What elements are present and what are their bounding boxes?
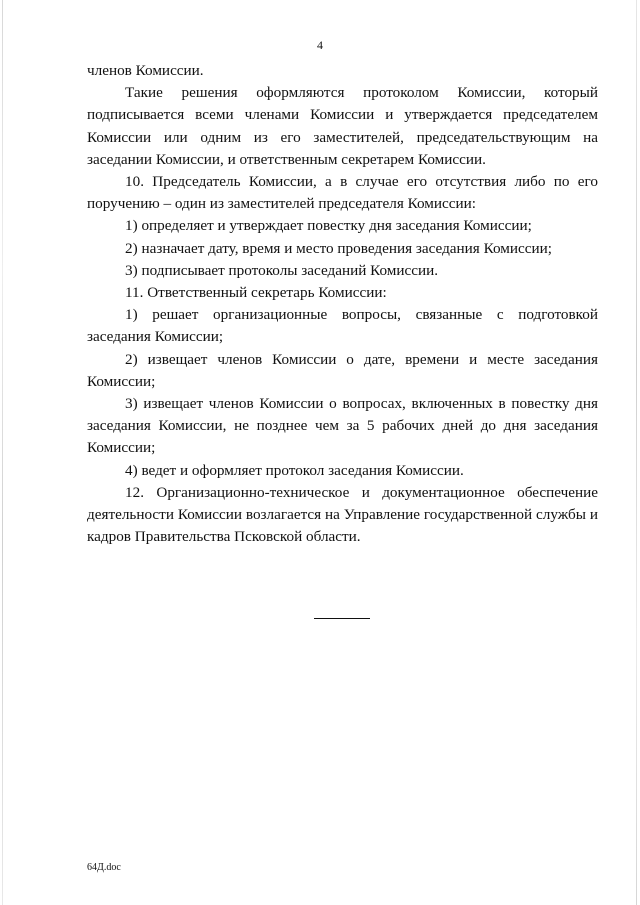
paragraph-11-secretary: 11. Ответственный секретарь Комиссии: [125,284,387,302]
paragraph-12-support: 12. Организационно-техническое и документационное обеспечение деятельности Комиссии возлагается на Управление государственной службы и кадров Правительства Псковской области. [87,483,598,546]
scan-edge-left [2,0,3,905]
paragraph-10-item-3: 3) подписывает протоколы заседаний Комиссии. [125,261,439,279]
paragraph-10-item-2: 2) назначает дату, время и место проведения заседания Комиссии; [125,239,552,257]
page-number: 4 [317,38,323,52]
scan-edge-right [636,0,637,905]
paragraph-11-item-1: 1) решает организационные вопросы, связанные с подготовкой заседания Комиссии; [87,306,598,346]
document-body [87,60,598,548]
paragraph-11-item-4: 4) ведет и оформляет протокол заседания Комиссии. [125,461,464,479]
paragraph-10-item-1: 1) определяет и утверждает повестку дня заседания Комиссии; [125,217,532,235]
footer-filename: 64Д.doc [87,862,121,873]
paragraph-decisions: Такие решения оформляются протоколом Комиссии, который подписывается всеми членами Комиссии и утверждается председателем Комиссии или одним из его заместителей, председательствующим на заседании Комиссии, и ответственным секретарем Комиссии. [87,84,598,168]
closing-divider [314,618,370,619]
paragraph-11-item-3: 3) извещает членов Комиссии о вопросах, включенных в повестку дня заседания Комиссии, не позднее чем за 5 рабочих дней до дня заседания Комиссии; [87,395,598,457]
paragraph-11-item-2: 2) извещает членов Комиссии о дате, времени и месте заседания Комиссии; [87,350,598,390]
paragraph-continuation: членов Комиссии. [87,62,204,79]
paragraph-10-chairman: 10. Председатель Комиссии, а в случае его отсутствия либо по его поручению – один из заместителей председателя Комиссии: [87,173,598,213]
